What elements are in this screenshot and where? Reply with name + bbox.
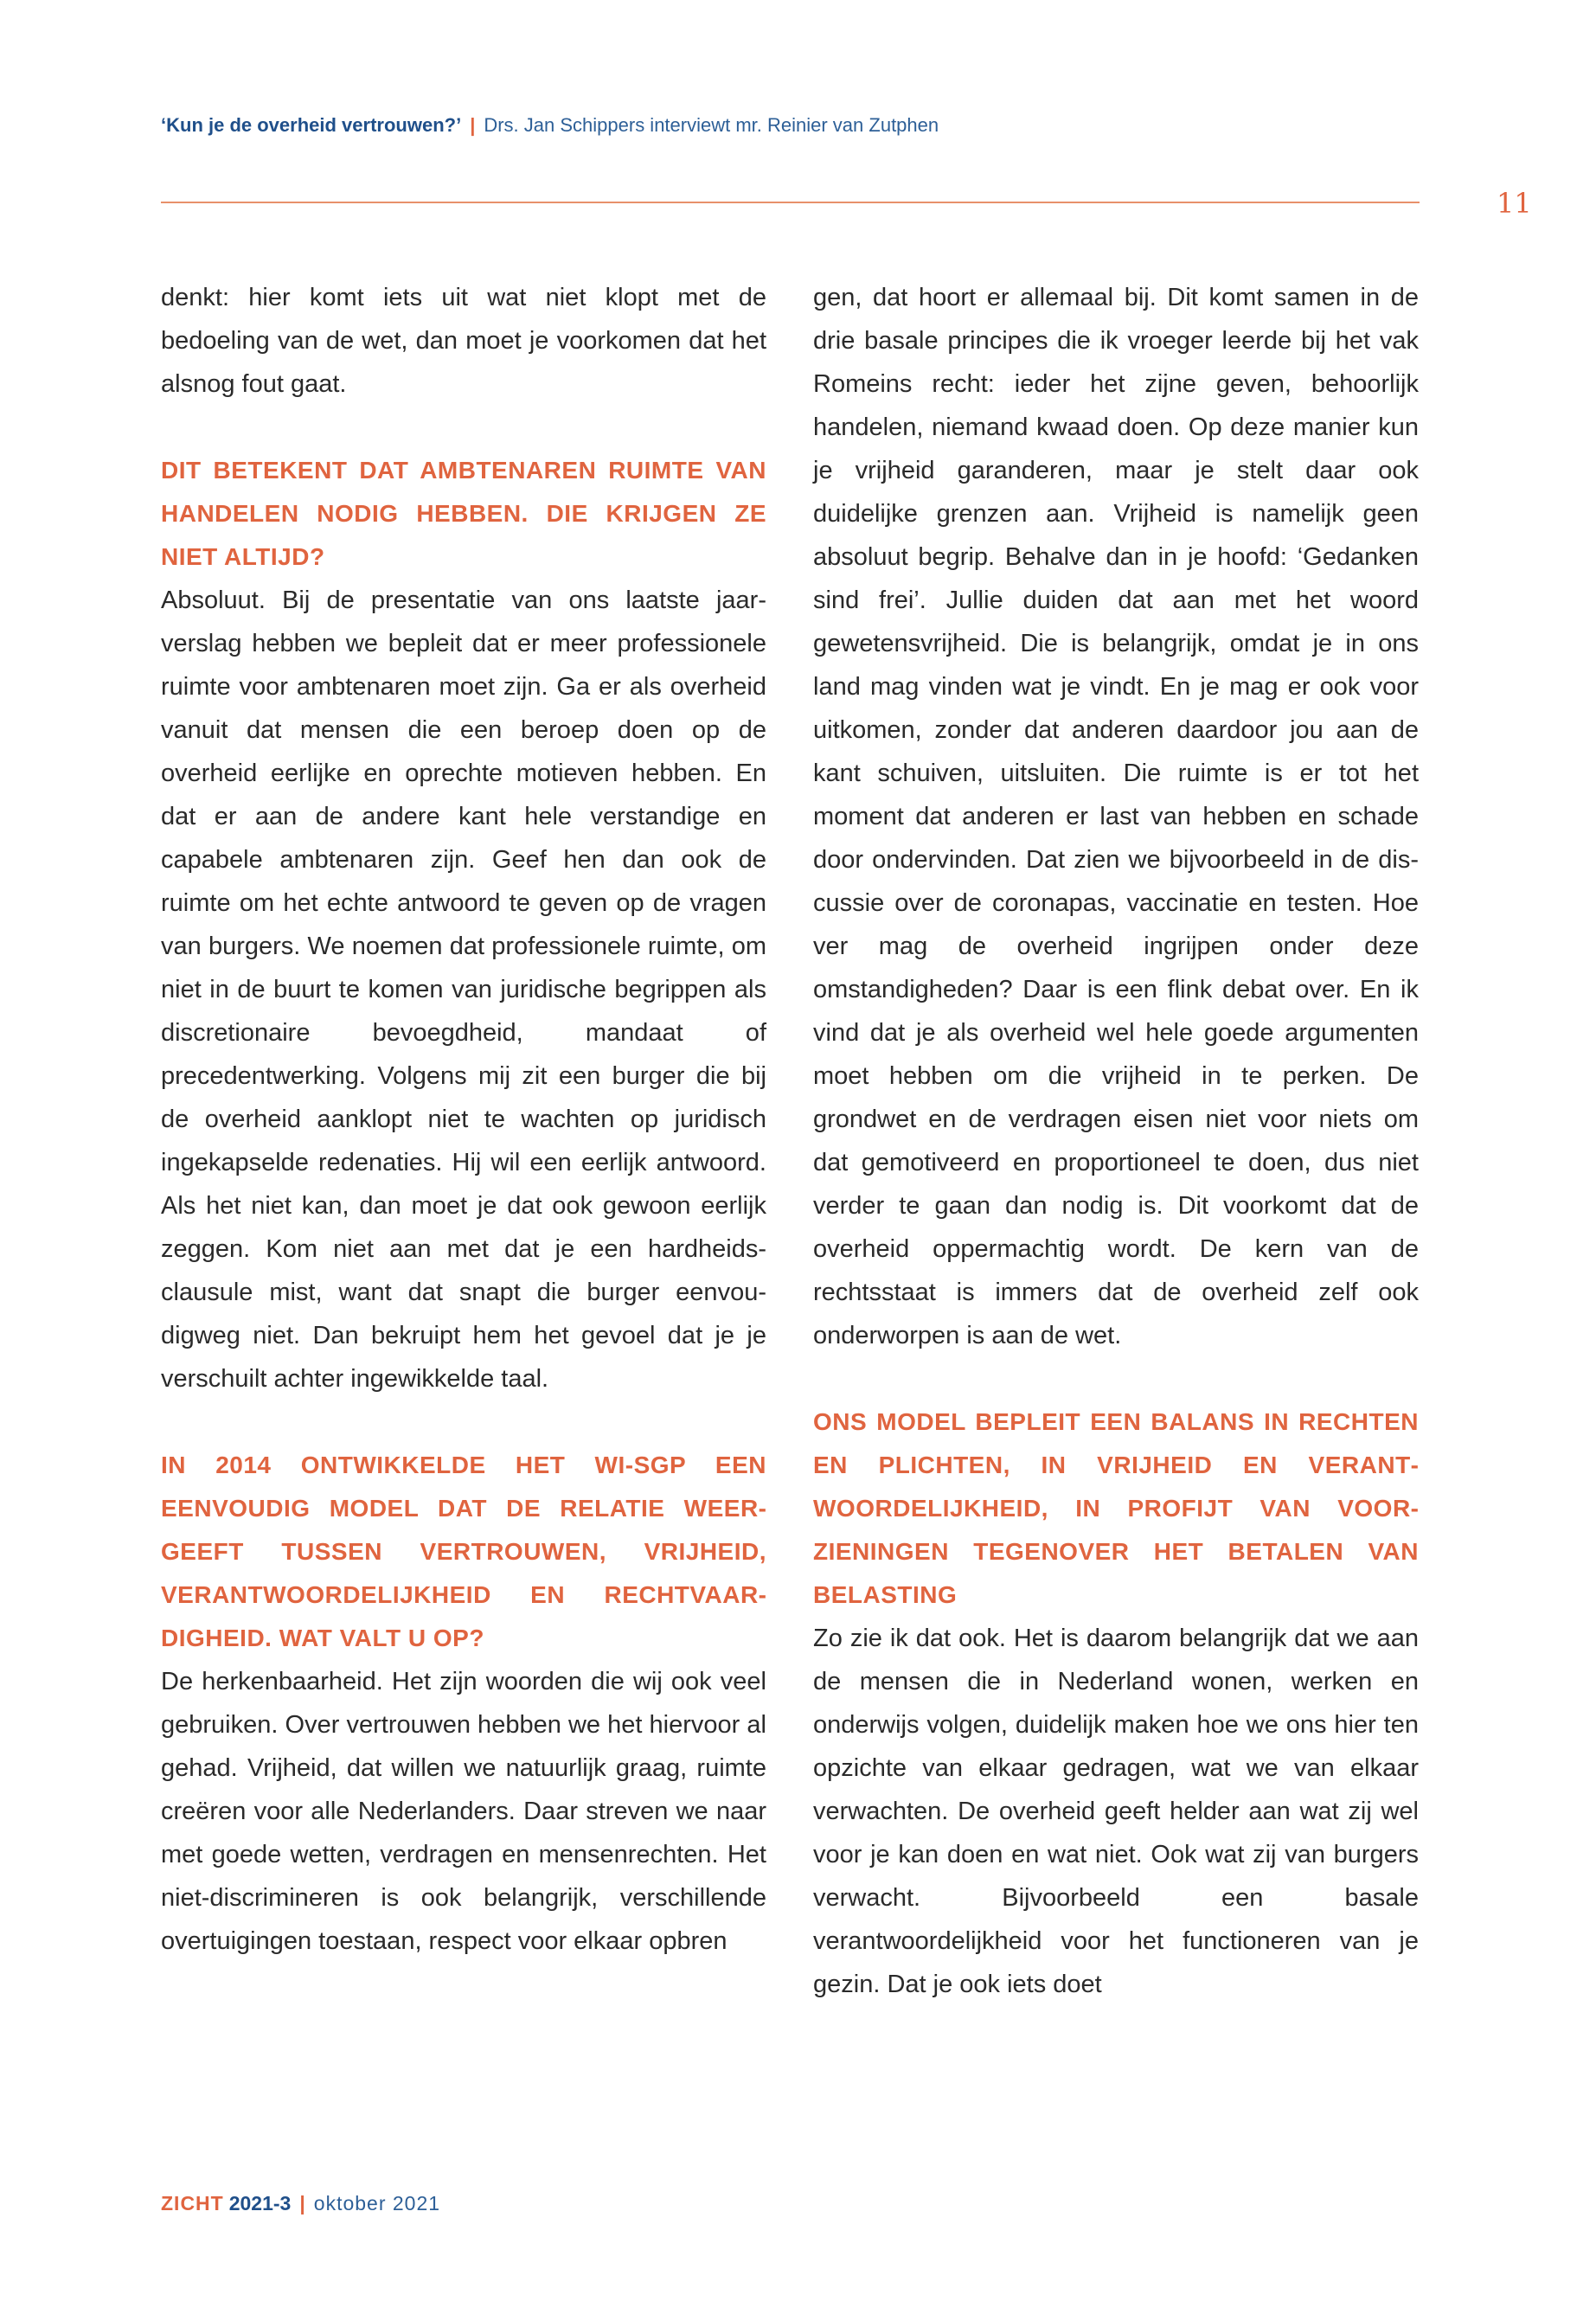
page-footer	[161, 2190, 853, 2216]
article-subtitle: Drs. Jan Schippers interviewt mr. Reinier van Zutphen	[484, 114, 939, 136]
running-header	[161, 112, 1424, 138]
issue-number: 2021-3	[228, 2192, 292, 2214]
paragraph-right-2: Zo zie ik dat ook. Het is daarom belangrijk dat we aan de mensen die in Nederland wonen, werken en onderwijs volgen, duidelijk maken hoe we ons hier ten opzichte van elkaar gedragen, wat we van elkaar verwachten. De overheid geeft helder aan wat zij wel voor je kan doen en wat niet. Ook wat zij van burgers verwacht. Bijvoorbeeld een basale verantwoordelijkheid voor het functioneren van je gezin. Dat je ook iets doet	[813, 1625, 1419, 1998]
paragraph-left-2: Absoluut. Bij de presentatie van ons laatste jaarverslag hebben we bepleit dat er meer professionele ruimte voor ambtenaren moet zijn. Ga er als overheid vanuit dat mensen die een beroep doen op de overheid eerlijke en oprechte motieven hebben. En dat er aan de andere kant hele verstandige en capabele ambtenaren zijn. Geef hen dan ook de ruimte om het echte antwoord te geven op de vragen van burgers. We noemen dat professionele ruimte, om niet in de buurt te komen van juridische begrippen als discretionaire bevoegdheid, mandaat of precedentwerking. Volgens mij zit een burger die bij de overheid aanklopt niet te wachten op juridisch ingekapselde redenaties. Hij wil een eerlijk antwoord. Als het niet kan, dan moet je dat ook gewoon eerlijk zeggen. Kom niet aan met dat je een hardheidsclausule mist, want dat snapt die burger eenvoudigweg niet. Dan bekruipt hem het gevoel dat je je verschuilt achter ingewikkelde taal.	[161, 586, 766, 1393]
header-separator: |	[470, 114, 476, 136]
article-title: ‘Kun je de overheid vertrouwen?’	[161, 114, 462, 136]
paragraph-right-1: gen, dat hoort er allemaal bij. Dit komt samen in de drie basale principes die ik vroeger leerde bij het vak Romeins recht: ieder het zijne geven, behoorlijk handelen, niemand kwaad doen. Op deze manier kun je vrijheid garanderen, maar je stelt daar ook duidelijke grenzen aan. Vrijheid is namelijk geen absoluut begrip. Behalve dan in je hoofd: ‘Gedanken sind frei’. Jullie duiden dat aan met het woord gewetensvrijheid. Die is belangrijk, omdat je in ons land mag vinden wat je vindt. En je mag er ook voor uitkomen, zonder dat anderen daardoor jou aan de kant schuiven, uitsluiten. Die ruimte is er tot het moment dat anderen er last van hebben en schade door ondervinden. Dat zien we bijvoorbeeld in de discussie over de coronapas, vaccinatie en testen. Hoe ver mag de overheid ingrijpen onder deze omstandigheden? Daar is een flink debat over. En ik vind dat je als overheid wel hele goede argumenten moet hebben om die vrijheid in te perken. De grondwet en de verdragen eisen niet voor niets om dat gemotiveerd en proportioneel te doen, dus niet verder te gaan dan nodig is. Dit voorkomt dat de overheid oppermachtig wordt. De kern van de rechtsstaat is immers dat de overheid zelf ook onderworpen is aan de wet.	[813, 284, 1419, 1349]
question-heading-3: ONS MODEL BEPLEIT EEN BALANS IN RECHTEN EN PLICHTEN, IN VRIJHEID EN VERANTWOORDELIJKHEID, IN PROFIJT VAN VOORZIENINGEN TEGENOVER HET BETALEN VAN BELASTING	[813, 1408, 1419, 1608]
question-heading-2: IN 2014 ONTWIKKELDE HET WI-SGP EEN EENVOUDIG MODEL DAT DE RELATIE WEERGEEFT TUSSEN VERTROUWEN, VRIJHEID, VERANTWOORDELIJKHEID EN RECHTVAARDIGHEID. WAT VALT U OP?	[161, 1452, 766, 1651]
issue-date: oktober 2021	[313, 2192, 441, 2214]
header-rule	[161, 202, 1420, 203]
footer-separator: |	[299, 2192, 305, 2214]
left-column	[161, 276, 766, 1963]
right-column	[813, 276, 1419, 2006]
page-number: 11	[1497, 187, 1532, 220]
question-heading-1: DIT BETEKENT DAT AMBTENAREN RUIMTE VAN HANDELEN NODIG HEBBEN. DIE KRIJGEN ZE NIET ALTIJD?	[161, 457, 766, 570]
magazine-name: ZICHT	[161, 2192, 224, 2214]
paragraph-left-3: De herkenbaarheid. Het zijn woorden die wij ook veel gebruiken. Over vertrouwen hebben we het hiervoor al gehad. Vrijheid, dat willen we natuurlijk graag, ruimte creëren voor alle Nederlanders. Daar streven we naar met goede wetten, verdragen en mensenrechten. Het niet-discrimineren is ook belangrijk, verschillende overtuigingen toestaan, respect voor elkaar opbren	[161, 1668, 766, 1955]
paragraph-left-1: denkt: hier komt iets uit wat niet klopt met de bedoeling van de wet, dan moet je voorkomen dat het alsnog fout gaat.	[161, 284, 766, 398]
